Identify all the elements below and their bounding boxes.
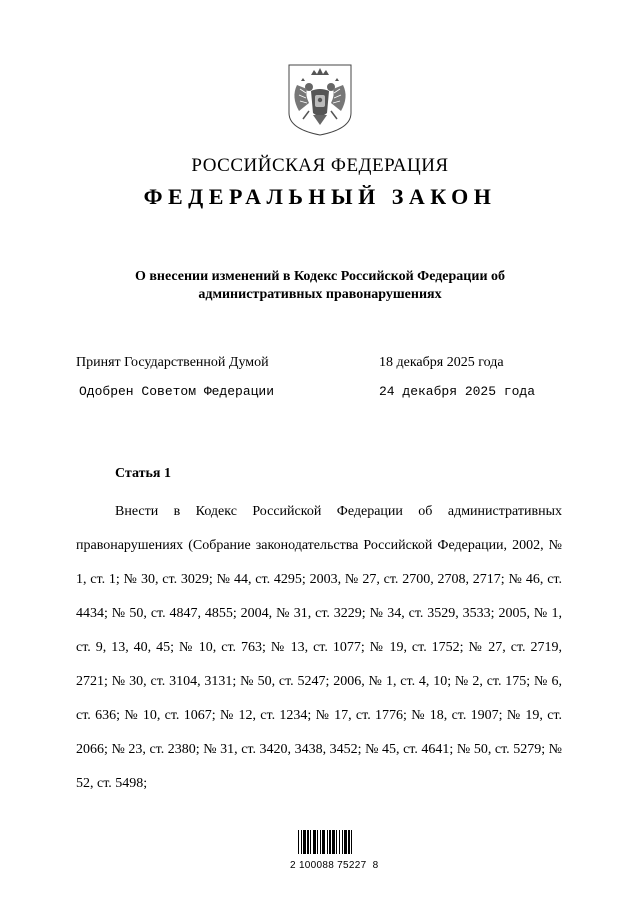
article-heading: Статья 1	[115, 466, 171, 481]
adopted-label: Принят Государственной Думой	[76, 355, 269, 370]
law-type: ФЕДЕРАЛЬНЫЙ ЗАКОН	[143, 184, 497, 209]
article-text: Внести в Кодекс Российской Федерации об административных правонарушениях (Собрание законодательства Российской Федерации, 2002, № 1, ст. 1; № 30, ст. 3029; № 44, ст. 4295; 2003, № 27, ст. 2700, 2708, 2717; № 46, ст. 4434; № 50, ст. 4847, 4855; 2004, № 31, ст. 3229; № 34, ст. 3529, 3533; 2005, № 1, ст. 9, 13, 40, 45; № 10, ст. 763; № 13, ст. 1077; № 19, ст. 1752; № 27, ст. 2719, 2721; № 30, ст. 3104, 3131; № 50, ст. 5247; 2006, № 1, ст. 4, 10; № 2, ст. 175; № 6, ст. 636; № 10, ст. 1067; № 12, ст. 1234; № 17, ст. 1776; № 18, ст. 1907; № 19, ст. 2066; № 23, ст. 2380; № 31, ст. 3420, 3438, 3452; № 45, ст. 4641; № 50, ст. 5279; № 52, ст. 5498;	[76, 504, 562, 791]
barcode-number: 2 100088 75227 8	[290, 860, 379, 871]
approved-date: 24 декабря 2025 года	[379, 384, 536, 399]
barcode-icon	[297, 826, 377, 854]
coat-of-arms-icon	[287, 63, 353, 137]
country-name: РОССИЙСКАЯ ФЕДЕРАЦИЯ	[191, 155, 449, 176]
law-title: О внесении изменений в Кодекс Российской Федерации об административных правонарушениях	[134, 269, 506, 302]
adopted-date: 18 декабря 2025 года	[379, 355, 504, 370]
approved-label: Одобрен Советом Федерации	[79, 384, 275, 399]
